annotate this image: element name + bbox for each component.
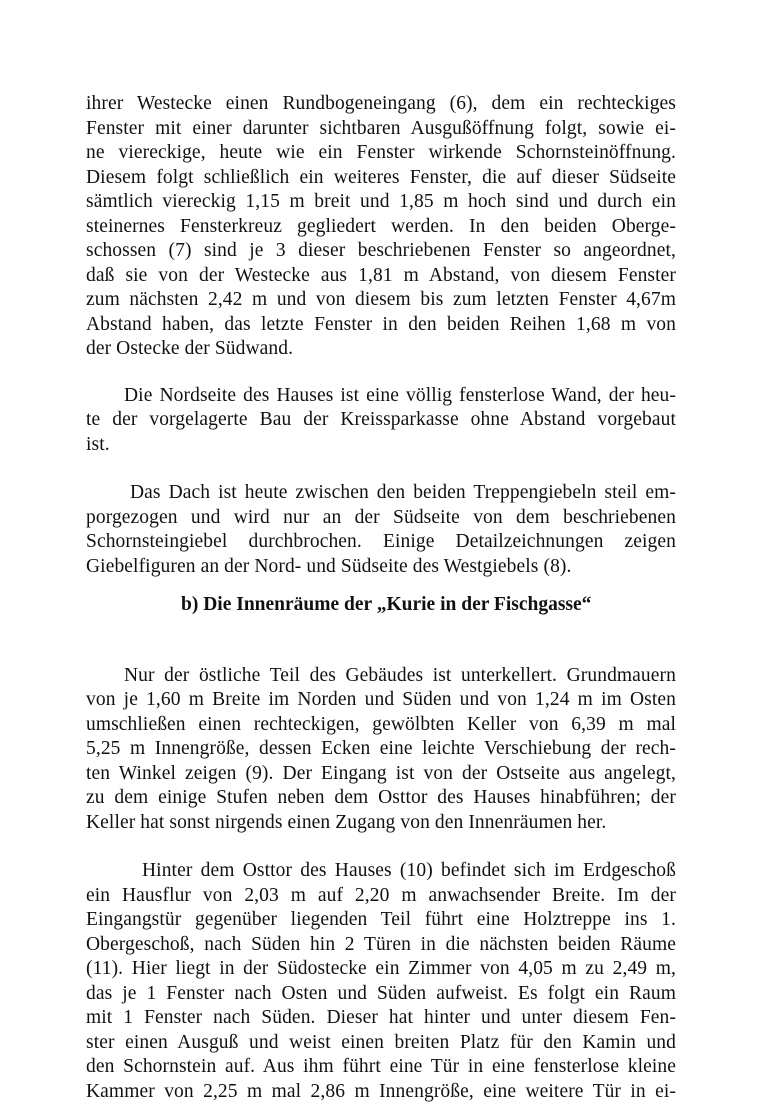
text-line: Abstand haben, das letzte Fenster in den beiden Reihen 1,68 m von bbox=[86, 313, 676, 335]
text-line: Das Dach ist heute zwischen den beiden Treppengiebeln steil em- bbox=[130, 482, 676, 503]
text-line: Nur der östliche Teil des Gebäudes ist unterkellert. Grundmauern bbox=[124, 664, 676, 686]
text-line: Diesem folgt schließlich ein weiteres Fenster, die auf dieser Südseite bbox=[86, 166, 676, 188]
text-line: (11). Hier liegt in der Südostecke ein Zimmer von 4,05 m zu 2,49 m, bbox=[86, 958, 676, 979]
text-line: mit 1 Fenster nach Süden. Dieser hat hinter und unter diesem Fen- bbox=[86, 1007, 676, 1028]
section-heading: b) Die Innenräume der „Kurie in der Fischgasse“ bbox=[181, 594, 592, 615]
text-line: umschließen einen rechteckigen, gewölbten Keller von 6,39 m mal bbox=[86, 713, 676, 735]
paragraph-south-facade bbox=[86, 92, 676, 362]
text-line: ne viereckige, heute wie ein Fenster wirkende Schornsteinöffnung. bbox=[86, 142, 676, 163]
text-line: sämtlich viereckig 1,15 m breit und 1,85 m hoch sind und durch ein bbox=[86, 191, 676, 212]
paragraph-ground-floor bbox=[86, 859, 676, 1104]
text-line: das je 1 Fenster nach Osten und Süden aufweist. Es folgt ein Raum bbox=[86, 982, 676, 1004]
text-line: Schornsteingiebel durchbrochen. Einige Detailzeichnungen zeigen bbox=[86, 531, 676, 552]
paragraph-cellar bbox=[86, 664, 676, 836]
text-line: ein Hausflur von 2,03 m auf 2,20 m anwachsender Breite. Im der bbox=[86, 884, 676, 906]
text-line: Giebelfiguren an der Nord- und Südseite des Westgiebels (8). bbox=[86, 555, 572, 577]
text-line: ster einen Ausguß und weist einen breiten Platz für den Kamin und bbox=[86, 1031, 676, 1053]
text-line: von je 1,60 m Breite im Norden und Süden und von 1,24 m im Osten bbox=[86, 689, 676, 710]
text-line: Obergeschoß, nach Süden hin 2 Türen in die nächsten beiden Räume bbox=[86, 933, 676, 955]
text-line: den Schornstein auf. Aus ihm führt eine Tür in eine fensterlose kleine bbox=[86, 1056, 676, 1077]
text-line: daß sie von der Westecke aus 1,81 m Abstand, von diesem Fenster bbox=[86, 264, 676, 286]
text-line: Eingangstür gegenüber liegenden Teil führt eine Holztreppe ins 1. bbox=[86, 909, 676, 930]
paragraph-north-side bbox=[86, 384, 676, 458]
text-line: Hinter dem Osttor des Hauses (10) befindet sich im Erdgeschoß bbox=[142, 860, 676, 881]
text-line: ist. bbox=[86, 433, 110, 455]
paragraph-roof bbox=[86, 481, 676, 579]
page-body bbox=[86, 92, 676, 1104]
text-line: Die Nordseite des Hauses ist eine völlig fensterlose Wand, der heu- bbox=[124, 384, 676, 406]
text-line: 5,25 m Innengröße, dessen Ecken eine leichte Verschiebung der rech- bbox=[86, 738, 676, 759]
text-line: zu dem einige Stufen neben dem Osttor des Hauses hinabführen; der bbox=[86, 787, 676, 808]
text-line: te der vorgelagerte Bau der Kreissparkasse ohne Abstand vorgebaut bbox=[86, 409, 676, 430]
text-line: ten Winkel zeigen (9). Der Eingang ist von der Ostseite aus angelegt, bbox=[86, 762, 676, 784]
text-line: Fenster mit einer darunter sichtbaren Ausgußöffnung folgt, sowie ei- bbox=[86, 117, 676, 139]
text-line: porgezogen und wird nur an der Südseite von dem beschriebenen bbox=[86, 506, 676, 528]
text-line: Keller hat sonst nirgends einen Zugang von den Innenräumen her. bbox=[86, 811, 607, 833]
text-line: schossen (7) sind je 3 dieser beschriebenen Fenster so angeordnet, bbox=[86, 240, 676, 261]
text-line: Kammer von 2,25 m mal 2,86 m Innengröße, eine weitere Tür in ei- bbox=[86, 1080, 676, 1102]
text-line: der Ostecke der Südwand. bbox=[86, 338, 294, 359]
text-line: ihrer Westecke einen Rundbogeneingang (6), dem ein rechteckiges bbox=[86, 93, 676, 114]
text-line: steinernes Fensterkreuz gegliedert werden. In den beiden Oberge- bbox=[86, 215, 676, 237]
text-line: zum nächsten 2,42 m und von diesem bis zum letzten Fenster 4,67m bbox=[86, 289, 676, 310]
